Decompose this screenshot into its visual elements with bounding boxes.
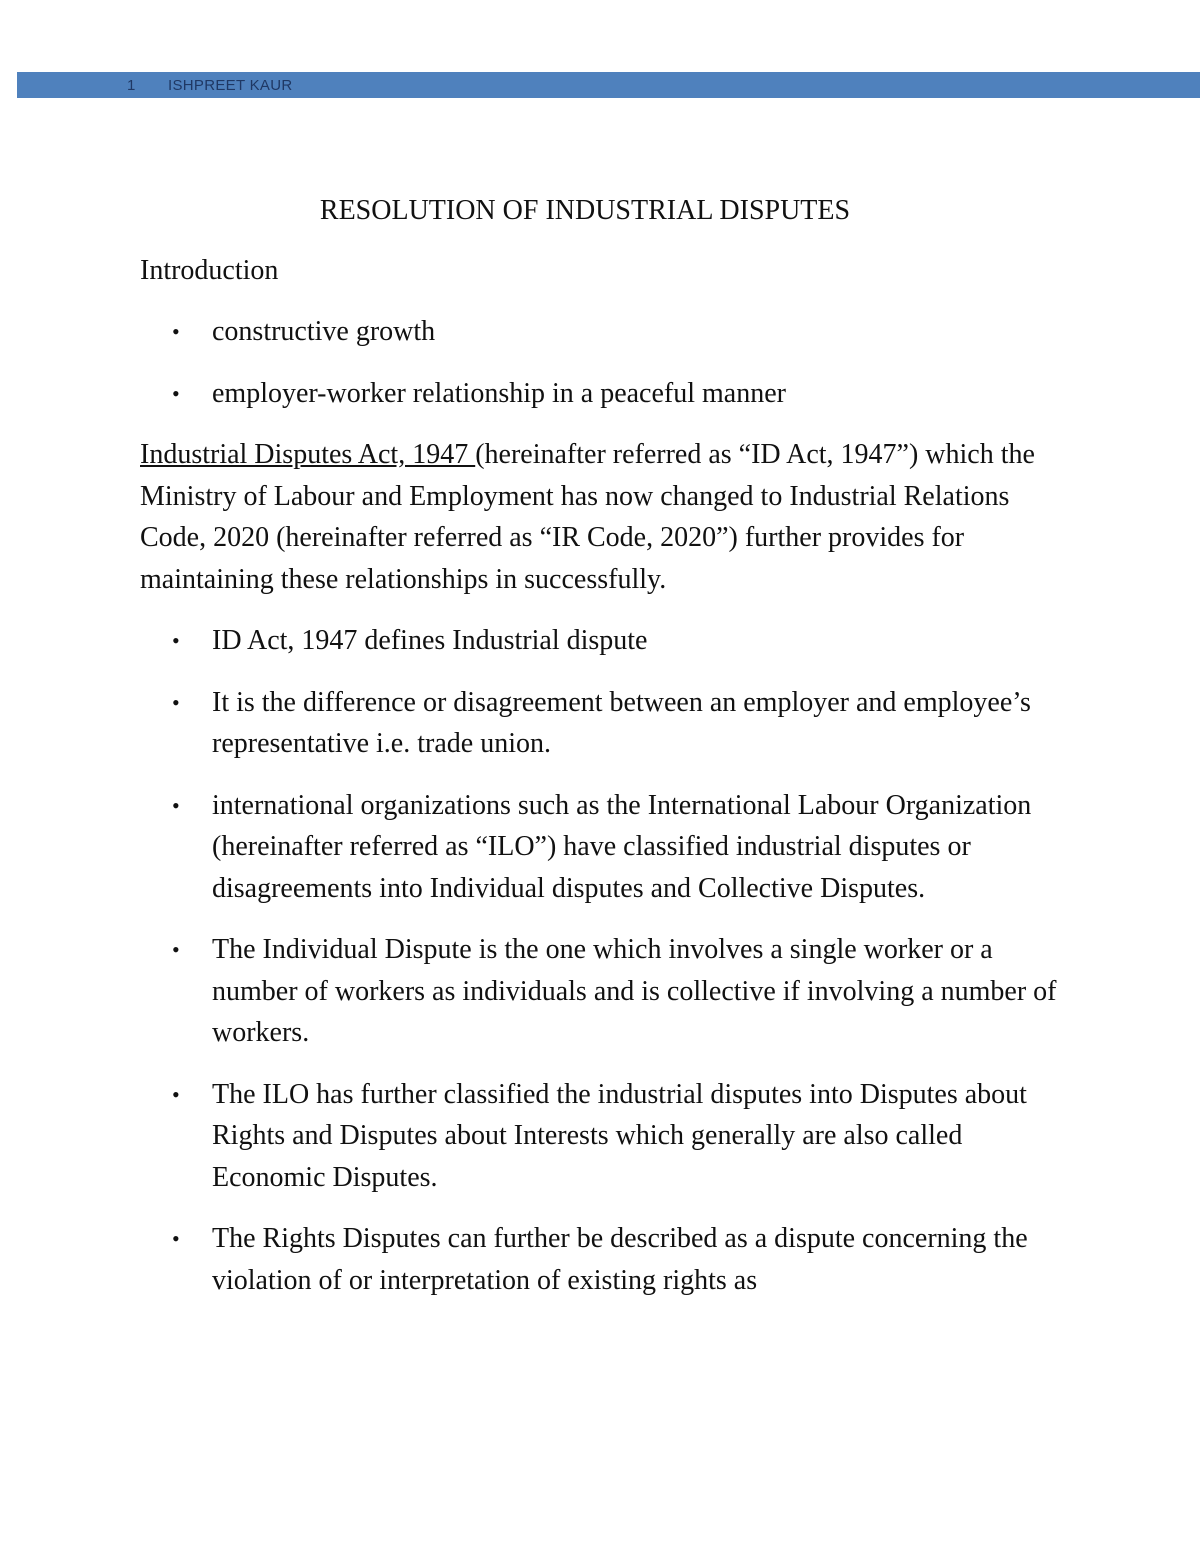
header-page-number: 1 bbox=[127, 77, 136, 94]
list-item-text: employer-worker relationship in a peaceful manner bbox=[212, 377, 786, 409]
list-item bbox=[140, 620, 1060, 662]
list-item bbox=[140, 1074, 1060, 1199]
act-paragraph-text: (hereinafter referred as “ID Act, 1947”) which the Ministry of Labour and Employment has now changed to Industrial Relations Code, 2020 (hereinafter referred as “IR Code, 2020”) further provides for maintaining these relationships in successfully. bbox=[140, 439, 1035, 595]
bullet-icon: • bbox=[172, 380, 180, 406]
list-item bbox=[140, 929, 1060, 1054]
list-item bbox=[140, 373, 1060, 415]
list-item bbox=[140, 1218, 1060, 1301]
list-item-text: The Rights Disputes can further be described as a dispute concerning the violation of or interpretation of existing rights as bbox=[212, 1223, 1028, 1296]
bullet-icon: • bbox=[172, 937, 180, 962]
bullet-icon: • bbox=[172, 319, 180, 344]
list-item bbox=[140, 311, 1060, 353]
list-item-text: It is the difference or disagreement between an employer and employee’s representative i.e. trade union. bbox=[212, 686, 1031, 759]
definition-bullet-list bbox=[140, 620, 1060, 1301]
act-name: Industrial Disputes Act, 1947 bbox=[140, 439, 476, 470]
list-item bbox=[140, 682, 1060, 765]
section-heading-introduction: Introduction bbox=[140, 254, 279, 286]
list-item bbox=[140, 785, 1060, 910]
intro-bullet-list bbox=[140, 311, 1060, 414]
list-item-text: The ILO has further classified the industrial disputes into Disputes about Rights and Disputes about Interests which generally are also called Economic Disputes. bbox=[212, 1078, 1027, 1193]
act-paragraph bbox=[140, 434, 1060, 600]
bullet-icon: • bbox=[172, 1226, 180, 1251]
bullet-icon: • bbox=[172, 1081, 180, 1107]
list-item-text: ID Act, 1947 defines Industrial dispute bbox=[212, 625, 648, 656]
bullet-icon: • bbox=[172, 689, 180, 715]
header-author: ISHPREET KAUR bbox=[168, 77, 293, 94]
list-item-text: international organizations such as the International Labour Organization (hereinafter referred as “ILO”) have classified industrial disputes or disagreements into Individual disputes and Collective Disputes. bbox=[212, 789, 1032, 904]
document-body bbox=[140, 190, 1060, 1321]
list-item-text: The Individual Dispute is the one which involves a single worker or a number of workers as individuals and is collective if involving a number of workers. bbox=[212, 934, 1057, 1048]
document-title: RESOLUTION OF INDUSTRIAL DISPUTES bbox=[319, 195, 851, 226]
bullet-icon: • bbox=[172, 628, 180, 653]
bullet-icon: • bbox=[172, 792, 180, 818]
list-item-text: constructive growth bbox=[212, 316, 436, 347]
